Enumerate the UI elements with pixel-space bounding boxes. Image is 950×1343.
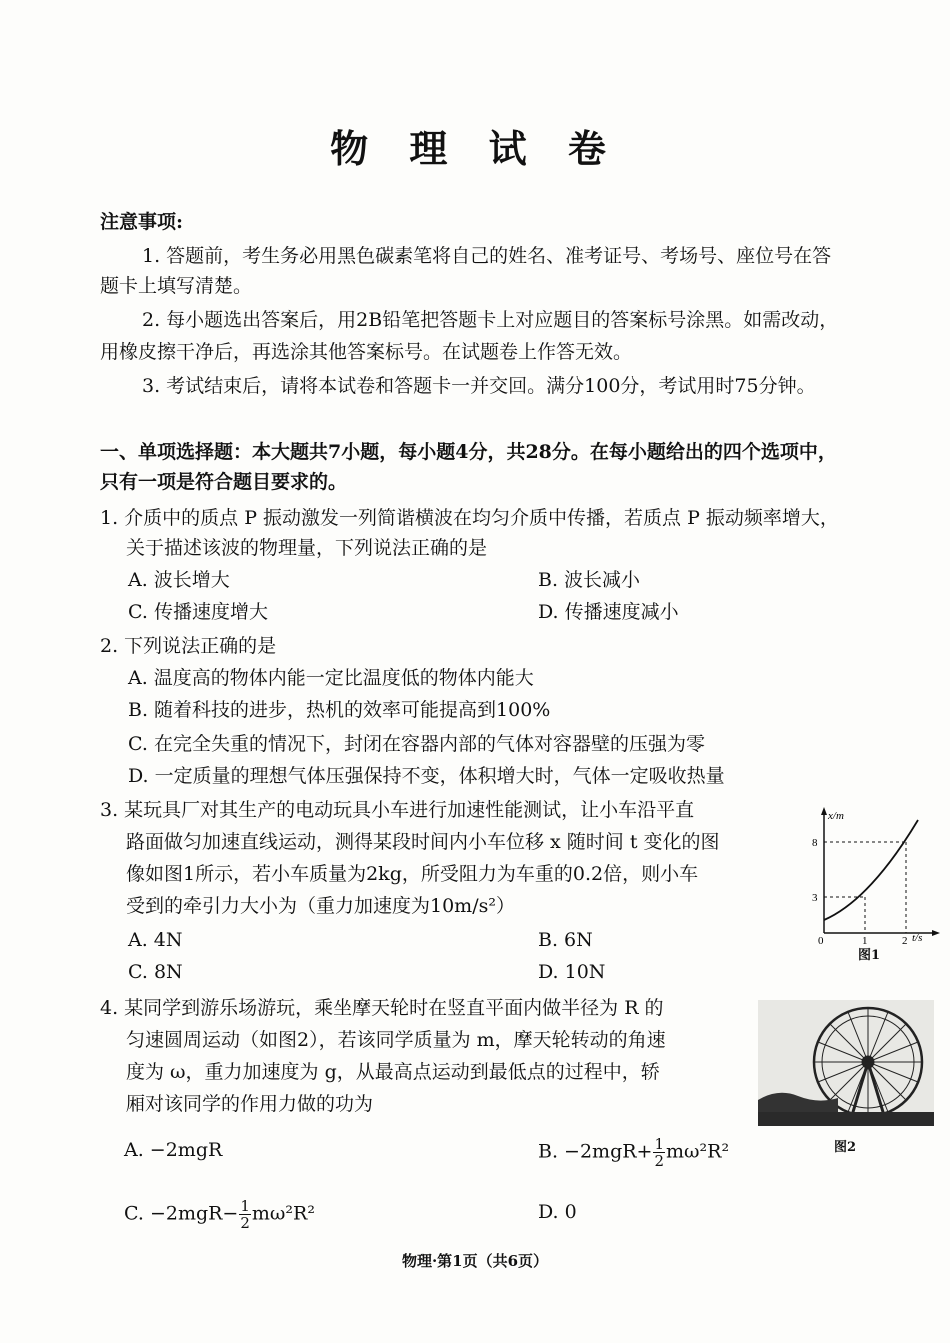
question-2-option-c: C. 在完全失重的情况下，封闭在容器内部的气体对容器壁的压强为零 <box>128 733 705 755</box>
fraction-denominator: 2 <box>240 1214 250 1232</box>
question-2-stem: 2. 下列说法正确的是 <box>100 635 277 657</box>
question-4-option-b <box>538 1136 729 1169</box>
fraction-denominator: 2 <box>654 1152 665 1170</box>
notice-item: 题卡上填写清楚。 <box>100 275 253 297</box>
notice-item: 3. 考试结束后，请将本试卷和答题卡一并交回。满分100分，考试用时75分钟。 <box>142 375 816 397</box>
question-4-option-c <box>124 1198 315 1231</box>
question-3-option-c: C. 8N <box>128 961 183 983</box>
figure-1-xt-graph <box>800 805 940 945</box>
y-tick-label: 3 <box>812 892 818 904</box>
question-1-stem: 1. 介质中的质点 P 振动激发一列简谐横波在均匀介质中传播，若质点 P 振动频率增大， <box>100 507 839 529</box>
option-c-prefix: C. −2mgR− <box>124 1202 239 1225</box>
notice-heading: 注意事项: <box>100 211 184 233</box>
fraction-half <box>239 1198 251 1231</box>
question-4-stem: 匀速圆周运动（如图2），若该同学质量为 m，摩天轮转动的角速 <box>126 1029 666 1051</box>
option-c-suffix: mω²R² <box>251 1202 315 1225</box>
x-axis-arrow <box>932 930 940 936</box>
question-4-option-d: D. 0 <box>538 1201 577 1223</box>
question-3-stem: 路面做匀加速直线运动，测得某段时间内小车位移 x 随时间 t 变化的图 <box>126 831 720 853</box>
question-2-option-b: B. 随着科技的进步，热机的效率可能提高到100% <box>128 699 551 721</box>
question-4-stem: 4. 某同学到游乐场游玩，乘坐摩天轮时在竖直平面内做半径为 R 的 <box>100 997 664 1019</box>
y-axis-arrow <box>821 807 827 815</box>
question-2-option-d: D. 一定质量的理想气体压强保持不变，体积增大时，气体一定吸收热量 <box>128 765 725 787</box>
page-title: 物 理 试 卷 <box>330 126 620 171</box>
question-3-option-b: B. 6N <box>538 929 593 951</box>
fraction-numerator: 1 <box>654 1135 665 1153</box>
question-1-option-b: B. 波长减小 <box>538 569 641 591</box>
section-heading: 只有一项是符合题目要求的。 <box>100 471 348 493</box>
question-4-stem: 厢对该同学的作用力做的功为 <box>126 1093 374 1115</box>
photo-ground <box>758 1112 934 1126</box>
figure-2-ferris-wheel-photo <box>758 1000 934 1126</box>
question-4-stem: 度为 ω，重力加速度为 g，从最高点运动到最低点的过程中，轿 <box>126 1061 660 1083</box>
question-1-stem: 关于描述该波的物理量，下列说法正确的是 <box>126 537 488 559</box>
x-tick-label: 2 <box>902 935 908 945</box>
question-3-option-a: A. 4N <box>128 929 183 951</box>
question-3-stem: 3. 某玩具厂对其生产的电动玩具小车进行加速性能测试，让小车沿平直 <box>100 799 695 821</box>
y-tick-label: 8 <box>812 837 818 849</box>
fraction-half <box>653 1136 665 1169</box>
xt-curve <box>824 820 918 920</box>
question-2-option-a: A. 温度高的物体内能一定比温度低的物体内能大 <box>128 667 534 689</box>
question-4-option-a: A. −2mgR <box>124 1139 223 1161</box>
question-1-option-d: D. 传播速度减小 <box>538 601 679 623</box>
notice-item: 用橡皮擦干净后，再选涂其他答案标号。在试题卷上作答无效。 <box>100 341 633 363</box>
question-3-stem: 像如图1所示，若小车质量为2kg，所受阻力为车重的0.2倍，则小车 <box>126 863 699 885</box>
option-b-suffix: mω²R² <box>666 1140 730 1163</box>
figure-2-caption: 图2 <box>834 1140 857 1155</box>
question-1-option-c: C. 传播速度增大 <box>128 601 268 623</box>
question-3-stem: 受到的牵引力大小为（重力加速度为10m/s²） <box>126 895 515 917</box>
x-axis-label: t/s <box>912 932 923 944</box>
x-tick-label: 0 <box>818 935 824 945</box>
page-footer: 物理·第1页（共6页） <box>401 1252 549 1270</box>
figure-1-caption: 图1 <box>858 948 881 963</box>
x-tick-label: 1 <box>862 935 868 945</box>
notice-item: 1. 答题前，考生务必用黑色碳素笔将自己的姓名、准考证号、考场号、座位号在答 <box>142 245 832 267</box>
question-1-option-a: A. 波长增大 <box>128 569 230 591</box>
option-b-prefix: B. −2mgR+ <box>538 1140 653 1163</box>
question-3-option-d: D. 10N <box>538 961 606 983</box>
fraction-numerator: 1 <box>240 1197 250 1215</box>
notice-item: 2. 每小题选出答案后，用2B铅笔把答题卡上对应题目的答案标号涂黑。如需改动， <box>142 309 839 331</box>
y-axis-label: x/m <box>828 810 844 822</box>
section-heading: 一、单项选择题：本大题共7小题，每小题4分，共28分。在每小题给出的四个选项中， <box>100 441 837 463</box>
